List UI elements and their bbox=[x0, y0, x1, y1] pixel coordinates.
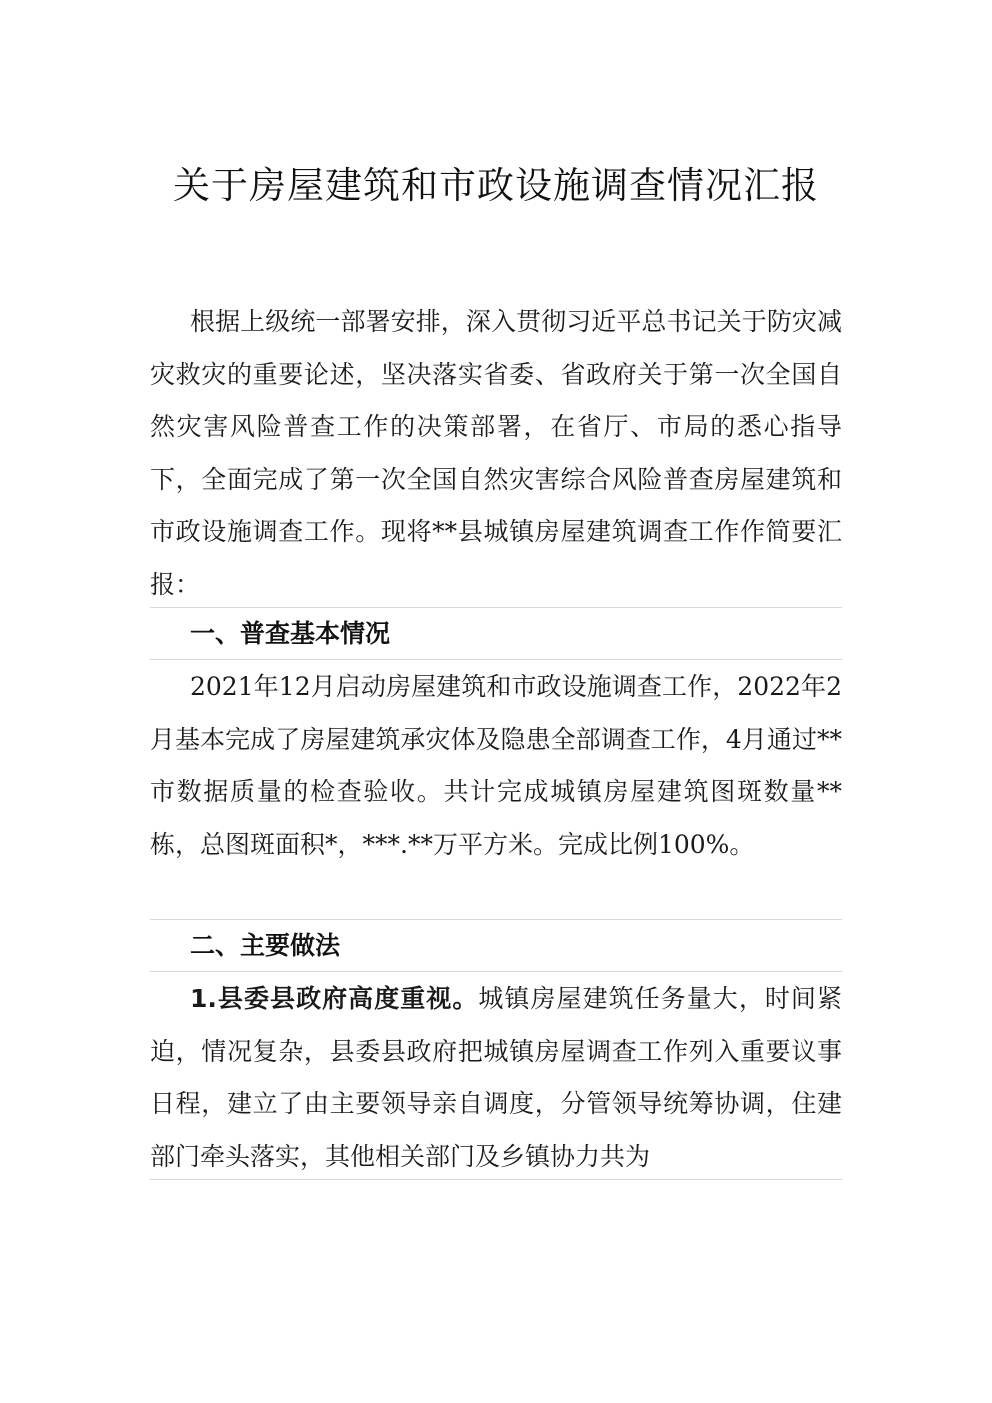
section-heading-overview: 一、普查基本情况 bbox=[190, 619, 391, 648]
section-overview-block bbox=[150, 661, 842, 871]
divider-line bbox=[150, 607, 842, 608]
intro-block bbox=[150, 296, 842, 611]
divider-line bbox=[150, 971, 842, 972]
section-heading-methods: 二、主要做法 bbox=[190, 931, 341, 960]
divider-line bbox=[150, 919, 842, 920]
method-item-body: 城镇房屋建筑任务量大，时间紧迫，情况复杂，县委县政府把城镇房屋调查工作列入重要议事日程，建立了由主要领导亲自调度，分管领导统筹协调，住建部门牵头落实，其他相关部门及乡镇协力共为 bbox=[150, 984, 842, 1171]
divider-line bbox=[150, 1179, 842, 1180]
intro-paragraph: 根据上级统一部署安排，深入贯彻习近平总书记关于防灾减灾救灾的重要论述，坚决落实省委、省政府关于第一次全国自然灾害风险普查工作的决策部署，在省厅、市局的悉心指导下，全面完成了第一次全国自然灾害综合风险普查房屋建筑和市政设施调查工作。现将**县城镇房屋建筑调查工作作简要汇报： bbox=[150, 307, 842, 599]
section-methods-block bbox=[150, 973, 842, 1183]
section-overview-paragraph: 2021年12月启动房屋建筑和市政设施调查工作，2022年2月基本完成了房屋建筑承灾体及隐患全部调查工作，4月通过**市数据质量的检查验收。共计完成城镇房屋建筑图斑数量**栋，总图斑面积*，***.**万平方米。完成比例100%。 bbox=[150, 672, 842, 859]
document-title: 关于房屋建筑和市政设施调查情况汇报 bbox=[173, 164, 819, 207]
divider-line bbox=[150, 659, 842, 660]
method-item-paragraph bbox=[150, 973, 842, 1183]
method-item-lead: 1.县委县政府高度重视。 bbox=[190, 984, 479, 1013]
